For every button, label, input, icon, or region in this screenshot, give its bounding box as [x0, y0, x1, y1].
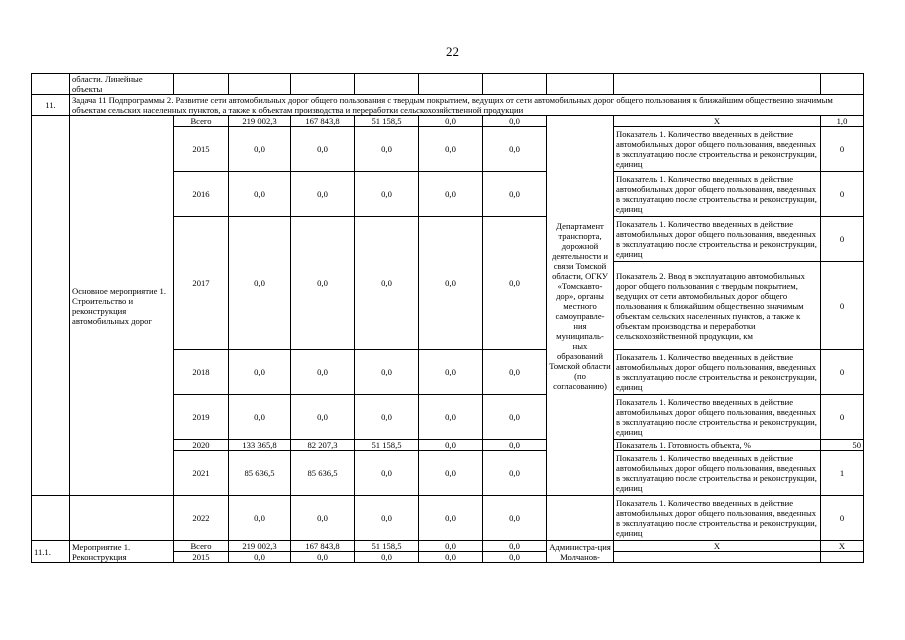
cell-value: 0 [821, 127, 864, 172]
cell-other: 0,0 [483, 127, 547, 172]
cell-federal: 0,0 [291, 552, 355, 563]
cell-indicator: Показатель 1. Количество введенных в действие автомобильных дорог общего пользования, введенных в эксплуатацию после строительства и реконструкции, единиц [614, 172, 821, 217]
cell-total: 133 365,8 [229, 440, 291, 451]
cell-year: 2020 [174, 440, 229, 451]
cell-local: 0,0 [419, 451, 483, 496]
cell-regional: 0,0 [355, 395, 419, 440]
cell-local: 0,0 [419, 217, 483, 350]
cell-other: 0,0 [483, 552, 547, 563]
cell-value: 0 [821, 262, 864, 350]
main-event-name: Основное мероприятие 1. Строительство и реконструкция автомобильных дорог [70, 116, 174, 496]
cell-other: 0,0 [483, 541, 547, 552]
cell-local: 0,0 [419, 552, 483, 563]
cell-indicator: Х [614, 541, 821, 552]
cell-year: Всего [174, 116, 229, 127]
cell-federal: 167 843,8 [291, 541, 355, 552]
cell-year: 2022 [174, 496, 229, 541]
program-table [31, 73, 864, 563]
cell-year: 2019 [174, 395, 229, 440]
cell-federal: 0,0 [291, 127, 355, 172]
cell-value [821, 552, 864, 563]
cell-other: 0,0 [483, 451, 547, 496]
cell-regional: 0,0 [355, 350, 419, 395]
table-row [32, 116, 864, 127]
cell-regional: 0,0 [355, 496, 419, 541]
cell-regional: 0,0 [355, 172, 419, 217]
cell-indicator: Показатель 1. Готовность объекта, % [614, 440, 821, 451]
cell-local: 0,0 [419, 350, 483, 395]
cell-value: 50 [821, 440, 864, 451]
cell-value: Х [821, 541, 864, 552]
cell-local: 0,0 [419, 541, 483, 552]
cell-regional: 0,0 [355, 217, 419, 350]
cell-year: Всего [174, 541, 229, 552]
cell-total: 0,0 [229, 496, 291, 541]
event-executor: Администра-ция Молчанов- [547, 541, 614, 563]
table-row [32, 496, 864, 541]
cell-regional: 0,0 [355, 451, 419, 496]
cell-total: 0,0 [229, 350, 291, 395]
cell-regional: 51 158,5 [355, 440, 419, 451]
cell-total: 0,0 [229, 127, 291, 172]
cell-federal: 0,0 [291, 217, 355, 350]
cell-year: 2018 [174, 350, 229, 395]
cell-other: 0,0 [483, 440, 547, 451]
cell-regional: 0,0 [355, 127, 419, 172]
cell-value: 0 [821, 172, 864, 217]
cell-other: 0,0 [483, 395, 547, 440]
task-text: Задача 11 Подпрограммы 2. Развитие сети автомобильных дорог общего пользования с твердым покрытием, ведущих от сети автомобильных дорог общего пользования к ближайшим общественно значимым объектам сельских населенных пунктов, а также к объектам производства и переработки сельскохозяйственной продукции [70, 95, 864, 116]
cell-total: 0,0 [229, 395, 291, 440]
cell-federal: 0,0 [291, 172, 355, 217]
cell-name: области. Линейные объекты [70, 74, 174, 95]
cell-indicator: Показатель 1. Количество введенных в действие автомобильных дорог общего пользования, введенных в эксплуатацию после строительства и реконструкции, единиц [614, 350, 821, 395]
cell-indicator: Показатель 1. Количество введенных в действие автомобильных дорог общего пользования, введенных в эксплуатацию после строительства и реконструкции, единиц [614, 451, 821, 496]
cell-regional: 51 158,5 [355, 116, 419, 127]
cell-local: 0,0 [419, 172, 483, 217]
cell-year: 2015 [174, 127, 229, 172]
cell-value: 0 [821, 217, 864, 262]
cell-indicator: Показатель 1. Количество введенных в действие автомобильных дорог общего пользования, введенных в эксплуатацию после строительства и реконструкции, единиц [614, 127, 821, 172]
cell-other: 0,0 [483, 350, 547, 395]
cell-value: 0 [821, 496, 864, 541]
cell-indicator: Показатель 2. Ввод в эксплуатацию автомобильных дорог общего пользования с твердым покрытием, ведущих от сети автомобильных дорог общего пользования к ближайшим общественно значимым объектам сельских населенных пунктов, а также к объектам производства и переработки сельскохозяйственной продукции, км [614, 262, 821, 350]
cell-federal: 85 636,5 [291, 451, 355, 496]
cell-total: 219 002,3 [229, 116, 291, 127]
cell-value: 1,0 [821, 116, 864, 127]
cell-indicator [614, 552, 821, 563]
cell-total: 0,0 [229, 552, 291, 563]
cell-federal: 0,0 [291, 496, 355, 541]
task-number: 11. [32, 95, 70, 116]
cell-other: 0,0 [483, 172, 547, 217]
task-row [32, 95, 864, 116]
cell-total: 85 636,5 [229, 451, 291, 496]
cell-indicator: Показатель 1. Количество введенных в действие автомобильных дорог общего пользования, введенных в эксплуатацию после строительства и реконструкции, единиц [614, 496, 821, 541]
table-row [32, 541, 864, 552]
cell-local: 0,0 [419, 395, 483, 440]
cell-other: 0,0 [483, 217, 547, 350]
cell-federal: 82 207,3 [291, 440, 355, 451]
cell-total: 0,0 [229, 217, 291, 350]
cell-indicator: Показатель 1. Количество введенных в действие автомобильных дорог общего пользования, введенных в эксплуатацию после строительства и реконструкции, единиц [614, 395, 821, 440]
cell-total: 0,0 [229, 172, 291, 217]
cell [32, 74, 70, 95]
cell-indicator: Показатель 1. Количество введенных в действие автомобильных дорог общего пользования, введенных в эксплуатацию после строительства и реконструкции, единиц [614, 217, 821, 262]
page-number: 22 [446, 44, 459, 59]
cell-regional: 0,0 [355, 552, 419, 563]
event-name: Мероприятие 1. Реконструкция [70, 541, 174, 563]
cell-value: 0 [821, 395, 864, 440]
cell-federal: 0,0 [291, 350, 355, 395]
event-number: 11.1. [32, 541, 70, 563]
cell-year: 2021 [174, 451, 229, 496]
cell-local: 0,0 [419, 440, 483, 451]
cell-value: 0 [821, 350, 864, 395]
main-event-executor: Департамент транспорта, дорожной деятельности и связи Томской области, ОГКУ «Томскавто-дор», органы местного самоуправле-ния муниципаль-ных образований Томской области (по согласованию) [547, 116, 614, 496]
cell-value: 1 [821, 451, 864, 496]
cell-other: 0,0 [483, 496, 547, 541]
cell-local: 0,0 [419, 496, 483, 541]
cell-local: 0,0 [419, 116, 483, 127]
cell-indicator: Х [614, 116, 821, 127]
cell-total: 219 002,3 [229, 541, 291, 552]
cell-federal: 0,0 [291, 395, 355, 440]
cell-other: 0,0 [483, 116, 547, 127]
cell-year: 2015 [174, 552, 229, 563]
cell-federal: 167 843,8 [291, 116, 355, 127]
cell-year: 2016 [174, 172, 229, 217]
cell-year: 2017 [174, 217, 229, 350]
cell-local: 0,0 [419, 127, 483, 172]
table-row [32, 74, 864, 95]
cell-regional: 51 158,5 [355, 541, 419, 552]
